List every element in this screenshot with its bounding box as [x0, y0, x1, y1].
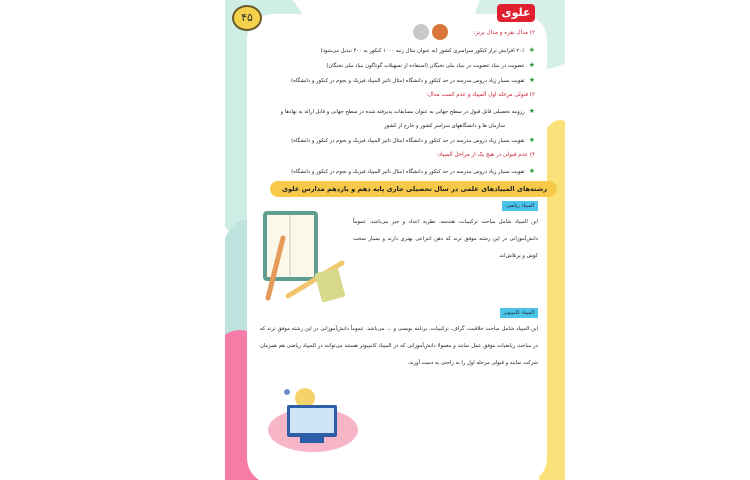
list-item: ★عضویت در بنیاد عضویت در بنیاد ملی نخبگان (استفاده از تسهیلات گوناگون بنیاد ملی نخبگان)	[326, 61, 535, 69]
page-number: ۴۵	[232, 5, 262, 31]
star-icon: ★	[528, 76, 535, 84]
section-heading: ۳) قبولی مرحله اول المپیاد و عدم کسب مدال:	[426, 92, 535, 98]
list-item-continuation: سازمان ها و دانشگاههای سراسر کشور و خارج از کشور	[384, 123, 505, 129]
brand-logo: علوی	[497, 4, 535, 22]
section-heading: ۴) عدم قبولی در هیچ یک از مراحل المپیاد:	[436, 152, 535, 158]
computer-illustration	[265, 380, 360, 455]
list-item: ★تقویت بسیار زیاد دروس مدرسه در حد کنکور و دانشگاه (مثال تاثیر المپیاد فیزیک و نجوم در کنکور و دانشگاه)	[291, 167, 535, 175]
computer-olympiad-text: این المپیاد شامل مباحث خلاقیت، گراف، ترکیبیات، برنامه نویسی و ... می‌باشد. عموماً دانش‌آموزانی در این رشته موفق ترند که در مباحث ریاضیات موفق عمل نمایند و معمولا دانش‌آموزانی که در المپیاد کامپیوتر هستند می‌توانند در المپیاد ریاضی هم همزمان شرکت نمایند و قبولی مرحله اول را به راحتی به دست آورند.	[260, 326, 538, 366]
math-olympiad-text: این المپیاد شامل مباحث ترکیبیات، هندسه، نظریه اعداد و جبر می‌باشد. عموماً دانش‌آموزانی در این رشته موفق ترند که ذهن انتزاعی بهتری دارند و بسیار سخت کوش و پرتلاش‌اند.	[353, 219, 538, 259]
section-banner: رشته‌های المپیادهای علمی در سال تحصیلی جاری پایه دهم و یازدهم مدارس علوی	[270, 181, 557, 197]
star-icon: ★	[528, 167, 535, 175]
list-item: ★تقویت بسیار زیاد دروس مدرسه در حد کنکور و دانشگاه (مثال تاثیر المپیاد فیزیک و نجوم در کنکور و دانشگاه)	[291, 76, 535, 84]
list-item: ★تقویت بسیار زیاد دروس مدرسه در حد کنکور و دانشگاه (مثال تاثیر المپیاد فیزیک و نجوم در کنکور و دانشگاه)	[291, 136, 535, 144]
list-item: ★۲۰٪ افزایش تراز کنکور سراسری کشور (به عنوان مثال رتبه ۱۰۰۰ کنکور به ۴۰۰ تبدیل می‌شود)	[320, 46, 535, 54]
silver-medal-icon	[413, 24, 429, 40]
list-item: ★رزومه تحصیلی قابل قبول در سطح جهانی به عنوان مسابقات پذیرفته شده در سطح جهانی و قابل ارائه به نهادها و	[280, 107, 535, 115]
section-heading: ۲) مدال نقره و مدال برنز:	[473, 30, 535, 36]
computer-olympiad-label: المپیاد کامپیوتر	[500, 308, 539, 318]
document-page	[225, 0, 565, 480]
star-icon: ★	[528, 107, 535, 115]
math-notebook-illustration	[260, 208, 360, 303]
math-olympiad-label: المپیاد ریاضی	[502, 201, 538, 211]
star-icon: ★	[528, 46, 535, 54]
star-icon: ★	[528, 136, 535, 144]
bronze-medal-icon	[432, 24, 448, 40]
star-icon: ★	[528, 61, 535, 69]
